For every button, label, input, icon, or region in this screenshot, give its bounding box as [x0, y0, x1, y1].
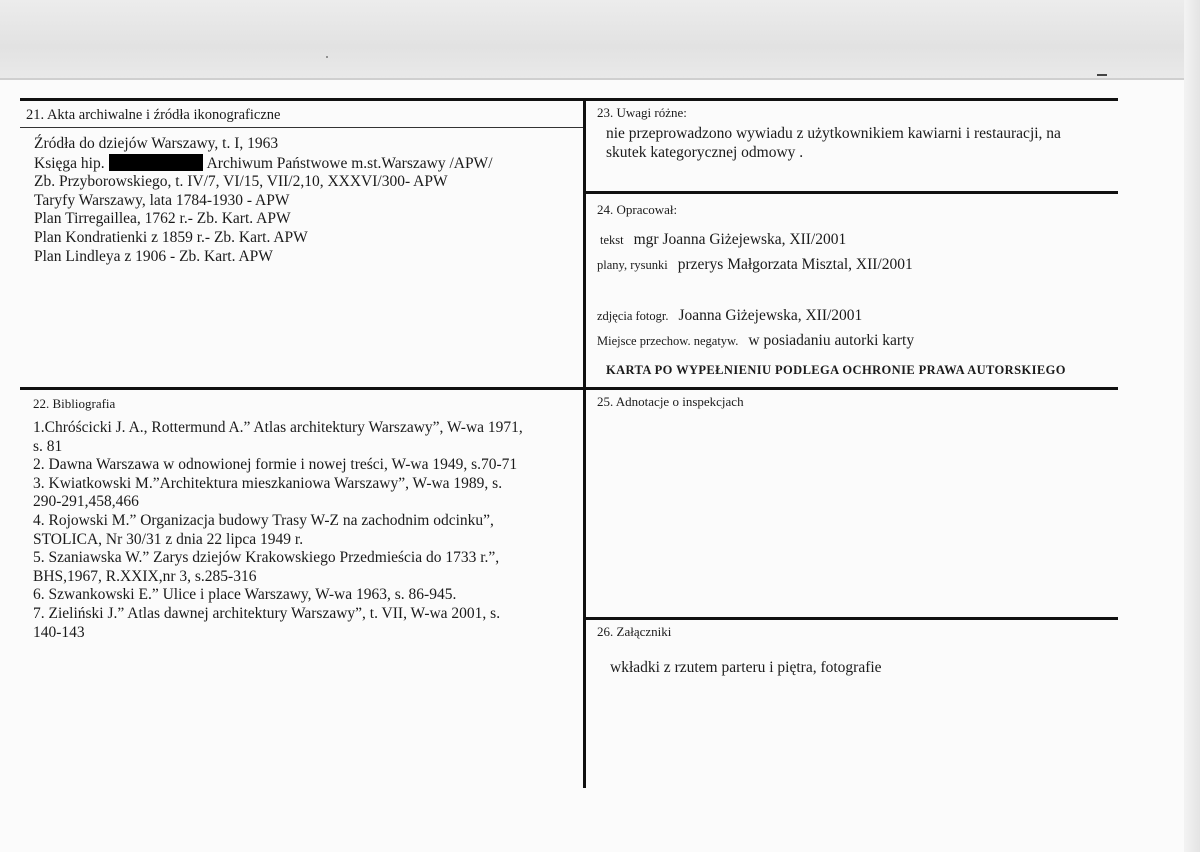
bibliography-line: 2. Dawna Warszawa w odnowionej formie i nowej treści, W-wa 1949, s.70-71	[33, 456, 518, 474]
field-value: przerys Małgorzata Misztal, XII/2001	[677, 256, 913, 273]
section-21-line: Plan Tirregaillea, 1762 r.- Zb. Kart. APW	[34, 210, 291, 228]
redaction-box	[109, 154, 203, 171]
field-drawings-author	[597, 256, 913, 274]
field-label: plany, rysunki	[597, 258, 668, 272]
scan-speck	[326, 56, 328, 58]
bibliography-line: STOLICA, Nr 30/31 z dnia 22 lipca 1949 r.	[33, 530, 304, 548]
field-value: w posiadaniu autorki karty	[748, 332, 915, 349]
section-21-line: Plan Kondratienki z 1859 r.- Zb. Kart. APW	[34, 228, 308, 246]
section-21-text	[34, 135, 493, 266]
section-22-text	[33, 419, 523, 642]
field-value: Joanna Giżejewska, XII/2001	[678, 307, 863, 324]
bibliography-line: 1.Chróścicki J. A., Rottermund A.” Atlas architektury Warszawy”, W-wa 1971,	[33, 419, 523, 436]
section-21-line-with-redaction	[34, 154, 493, 174]
bibliography-line: 6. Szwankowski E.” Ulice i place Warszawy, W-wa 1963, s. 86-945.	[33, 586, 457, 604]
scan-mark	[1097, 74, 1107, 76]
field-negatives-location	[597, 332, 914, 350]
scan-page-edge	[0, 78, 1200, 80]
field-value: mgr Joanna Giżejewska, XII/2001	[633, 231, 847, 248]
grid-center-divider	[583, 98, 586, 788]
field-label: zdjęcia fotogr.	[597, 309, 669, 323]
remarks-line: nie przeprowadzono wywiadu z użytkownikiem kawiarni i restauracji, na	[606, 125, 1061, 142]
section-24-heading: 24. Opracował:	[597, 202, 678, 217]
scan-right-margin	[1184, 0, 1200, 852]
remarks-line: skutek kategorycznej odmowy .	[606, 143, 804, 161]
section-21-heading: 21. Akta archiwalne i źródła ikonograficzne	[26, 107, 281, 123]
section-23-heading: 23. Uwagi różne:	[597, 105, 687, 120]
bibliography-line: 4. Rojowski M.” Organizacja budowy Trasy W-Z na zachodnim odcinku”,	[33, 511, 494, 529]
bibliography-line: 5. Szaniawska W.” Zarys dziejów Krakowskiego Przedmieścia do 1733 r.”,	[33, 549, 500, 567]
copyright-notice: KARTA PO WYPEŁNIENIU PODLEGA OCHRONIE PRAWA AUTORSKIEGO	[606, 363, 1066, 377]
section-21-line: Źródła do dziejów Warszawy, t. I, 1963	[34, 135, 279, 152]
scan-top-margin	[0, 0, 1200, 78]
field-text-author	[600, 231, 846, 249]
section-21-line: Zb. Przyborowskiego, t. IV/7, VI/15, VII/2,10, XXXVI/300- APW	[34, 173, 448, 191]
section-22-heading: 22. Bibliografia	[33, 396, 116, 411]
grid-top-rule	[20, 98, 1118, 101]
grid-s21-header-rule	[20, 127, 585, 128]
section-23-text	[606, 125, 1061, 162]
bibliography-line: s. 81	[33, 437, 63, 455]
grid-s23-bottom-rule	[586, 191, 1118, 194]
section-21-line-suffix: Archiwum Państwowe m.st.Warszawy /APW/	[206, 154, 493, 172]
grid-s25-bottom-rule	[586, 617, 1118, 620]
bibliography-line: 140-143	[33, 623, 85, 641]
section-21-line: Taryfy Warszawy, lata 1784-1930 - APW	[34, 191, 290, 209]
section-26-text	[610, 659, 882, 678]
section-26-heading: 26. Załączniki	[597, 624, 672, 639]
field-label: tekst	[600, 233, 624, 247]
attachments-line: wkładki z rzutem parteru i piętra, fotografie	[610, 659, 882, 676]
section-21-line-prefix: Księga hip.	[34, 154, 105, 172]
field-label: Miejsce przechow. negatyw.	[597, 334, 739, 348]
bibliography-line: 3. Kwiatkowski M.”Architektura mieszkaniowa Warszawy”, W-wa 1989, s.	[33, 474, 503, 492]
field-photos-author	[597, 307, 862, 325]
bibliography-line: 290-291,458,466	[33, 493, 139, 511]
section-21-line: Plan Lindleya z 1906 - Zb. Kart. APW	[34, 247, 273, 265]
bibliography-line: 7. Zieliński J.” Atlas dawnej architektury Warszawy”, t. VII, W-wa 2001, s.	[33, 604, 501, 622]
section-25-heading: 25. Adnotacje o inspekcjach	[597, 394, 744, 409]
grid-middle-rule	[20, 387, 1118, 390]
bibliography-line: BHS,1967, R.XXIX,nr 3, s.285-316	[33, 567, 257, 585]
